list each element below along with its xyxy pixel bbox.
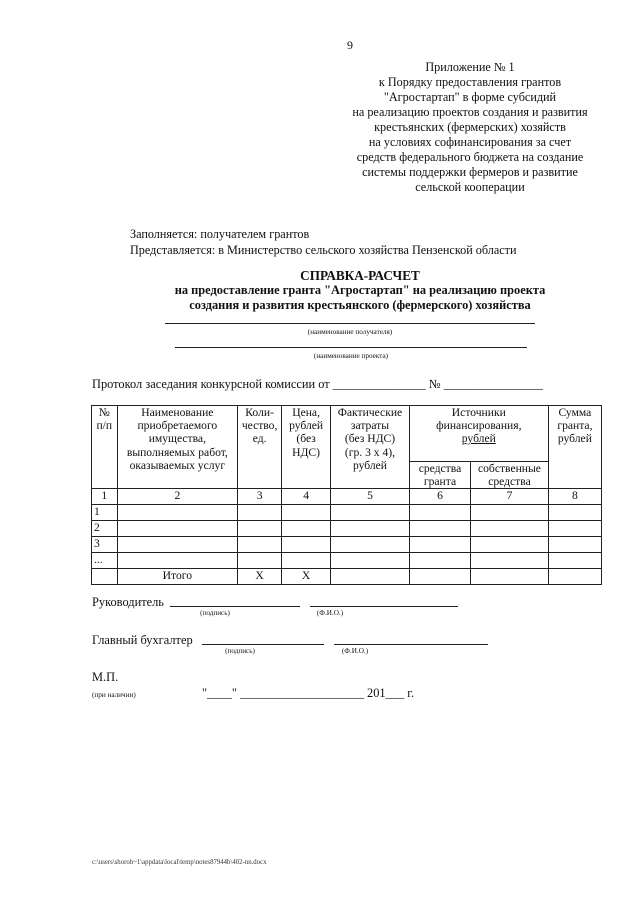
document-subtitle: создания и развития крестьянского (фермерского) хозяйства	[189, 298, 531, 312]
grant-calculation-table	[91, 405, 602, 585]
appendix-line: на реализацию проектов создания и развития	[352, 105, 588, 119]
document-title-block	[80, 268, 640, 313]
submitted-to: Представляется: в Министерство сельского хозяйства Пензенской области	[130, 243, 517, 257]
signature-caption: (подпись)	[200, 609, 230, 617]
column-number: 1	[92, 489, 118, 505]
appendix-line: средств федерального бюджета на создание	[356, 150, 584, 164]
total-price: Х	[282, 569, 331, 585]
project-caption: (наименование проекта)	[313, 352, 389, 360]
column-number: 7	[471, 489, 549, 505]
accountant-label: Главный бухгалтер	[92, 633, 193, 647]
header-funding-sources: Источники финансирования, рублей	[409, 406, 548, 462]
head-fio-line[interactable]	[310, 606, 458, 607]
header-actual-cost: Фактические затраты (без НДС) (гр. 3 х 4), рублей	[331, 406, 410, 489]
column-number: 6	[409, 489, 470, 505]
header-own-funds: собственные средства	[471, 462, 549, 489]
protocol-line: Протокол заседания конкурсной комиссии от _______________ № ________________	[92, 377, 543, 391]
appendix-line: крестьянских (фермерских) хозяйств	[374, 120, 566, 134]
total-quantity: Х	[238, 569, 282, 585]
project-name-line[interactable]	[175, 347, 527, 348]
column-number: 3	[238, 489, 282, 505]
accountant-fio-line[interactable]	[334, 644, 488, 645]
recipient-caption: (наименование получателя)	[307, 328, 393, 336]
total-row	[92, 569, 602, 585]
document-subtitle: на предоставление гранта "Агростартап" на реализацию проекта	[174, 283, 546, 297]
appendix-line: системы поддержки фермеров и развитие	[362, 165, 578, 179]
column-numbers-row	[92, 489, 602, 505]
stamp-label: М.П.	[92, 670, 119, 684]
appendix-line: "Агростартап" в форме субсидий	[383, 90, 557, 104]
date-line[interactable]: "____" ____________________ 201___ г.	[202, 686, 415, 700]
header-price: Цена, рублей (без НДС)	[282, 406, 331, 489]
table-row[interactable]: 3	[92, 537, 602, 553]
form-meta	[130, 226, 517, 258]
header-num: № п/п	[92, 406, 118, 489]
fio-caption: (Ф.И.О.)	[316, 609, 344, 617]
appendix-line: к Порядку предоставления грантов	[378, 75, 562, 89]
header-name: Наименование приобретаемого имущества, выполняемых работ, оказываемых услуг	[117, 406, 238, 489]
table-row[interactable]: 1	[92, 505, 602, 521]
accountant-signature-line[interactable]	[202, 644, 324, 645]
appendix-line: сельской кооперации	[415, 180, 525, 194]
column-number: 4	[282, 489, 331, 505]
appendix-line: на условиях софинансирования за счет	[368, 135, 572, 149]
head-label: Руководитель	[92, 595, 164, 609]
page-number: 9	[347, 38, 353, 52]
document-title: СПРАВКА-РАСЧЕТ	[300, 268, 420, 283]
header-grant-sum: Сумма гранта, рублей	[548, 406, 601, 489]
recipient-name-line[interactable]	[165, 323, 535, 324]
signature-caption: (подпись)	[225, 647, 255, 655]
column-number: 2	[117, 489, 238, 505]
table-row[interactable]: ...	[92, 553, 602, 569]
header-grant-funds: средства гранта	[409, 462, 470, 489]
filled-by: Заполняется: получателем грантов	[130, 227, 310, 241]
column-number: 5	[331, 489, 410, 505]
header-quantity: Коли- чество, ед.	[238, 406, 282, 489]
head-signature-line[interactable]	[170, 606, 300, 607]
appendix-header	[300, 60, 640, 195]
total-label: Итого	[117, 569, 238, 585]
fio-caption: (Ф.И.О.)	[341, 647, 369, 655]
column-number: 8	[548, 489, 601, 505]
footer-file-path: c:\users\shoroh~1\appdata\local\temp\notes87944b\402-nn.docx	[92, 859, 267, 866]
appendix-line: Приложение № 1	[425, 60, 515, 74]
table-row[interactable]: 2	[92, 521, 602, 537]
stamp-caption: (при наличии)	[92, 691, 136, 699]
